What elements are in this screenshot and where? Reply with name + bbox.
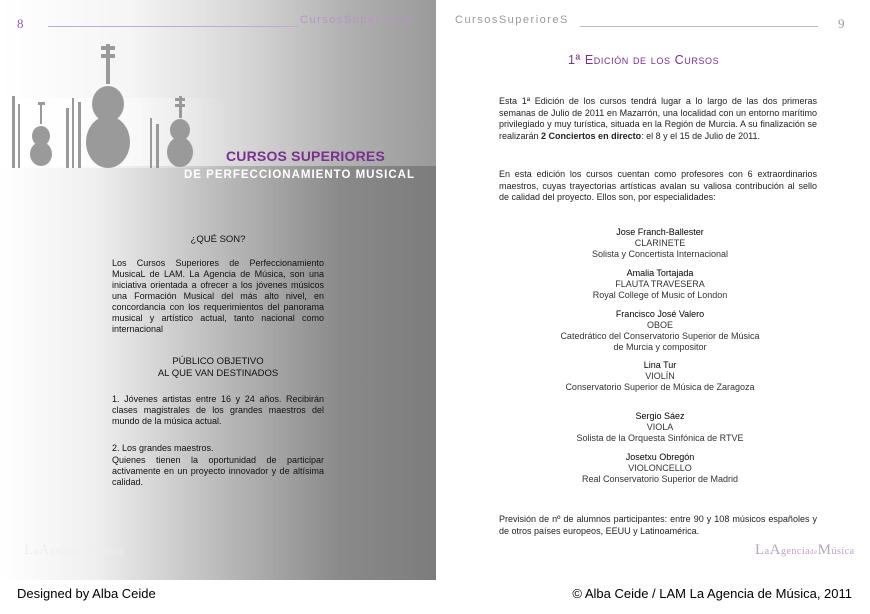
- instruments-silhouette-icon: [0, 38, 230, 168]
- publico-item-1: 1. Jóvenes artistas entre 16 y 24 años. Recibirán clases magistrales de los grandes maestros del mundo de la música actual.: [112, 394, 324, 426]
- teacher-desc: Conservatorio Superior de Música de Zaragoza: [565, 382, 755, 392]
- page-number-right: 9: [838, 16, 845, 31]
- teacher-desc: Solista de la Orquesta Sinfónica de RTVE: [576, 433, 744, 443]
- main-title: CURSOS SUPERIORES: [226, 148, 385, 164]
- left-page: [0, 0, 436, 580]
- edition-title: 1ª Edición de los Cursos: [568, 53, 720, 67]
- teacher-name: Lina Tur: [643, 360, 677, 370]
- teacher-entry: [540, 309, 780, 353]
- teacher-name: Francisco José Valero: [615, 309, 705, 319]
- page-number-left: 8: [17, 16, 24, 31]
- footer-copyright: © Alba Ceide / LAM La Agencia de Música, 2011: [572, 586, 852, 601]
- teacher-name: Amalia Tortajada: [626, 268, 694, 278]
- prevision-paragraph: Previsión de nº de alumnos participantes: entre 90 y 108 músicos españoles y de otros países europeos, EEUU y Latinoamérica.: [499, 514, 817, 536]
- teacher-entry: [540, 227, 780, 260]
- teacher-entry: [540, 268, 780, 301]
- teacher-desc: Solista y Concertista Internacional: [591, 249, 729, 259]
- teacher-desc: Real Conservatorio Superior de Madrid: [581, 474, 739, 484]
- sub-title: DE PERFECCIONAMIENTO MUSICAL: [184, 169, 415, 181]
- teacher-instrument: VIOLONCELLO: [628, 463, 692, 473]
- header-rule-left: [48, 26, 298, 27]
- intro-paragraph-2: En esta edición los cursos cuentan como profesores con 6 extraordinarios maestros, cuyas trayectorias artísticas avalan su valiosa contribución al sello de calidad del proyecto. Ellos son, por especialidades:: [499, 169, 817, 202]
- header-text-left: CursosSuperioreS: [300, 14, 414, 26]
- teacher-entry: [540, 360, 780, 393]
- teacher-desc: Royal College of Music of London: [592, 290, 728, 300]
- publico-item-2-title: 2. Los grandes maestros.: [112, 443, 214, 453]
- teacher-instrument: CLARINETE: [634, 238, 686, 248]
- lam-logo-left: LaAgenciadeMúsica: [24, 542, 124, 558]
- teacher-name: Sergio Sáez: [635, 411, 685, 421]
- teacher-instrument: OBOE: [646, 320, 673, 330]
- teacher-name: Josetxu Obregón: [625, 452, 695, 462]
- header-rule-right: [580, 26, 818, 27]
- teacher-entry: [540, 411, 780, 444]
- que-son-text: Los Cursos Superiores de Perfeccionamiento MusicaL de LAM. La Agencia de Música, son una iniciativa orientada a ofrecer a los jóvenes músicos una Formación Musical del más alto nivel, en concordancia con los requerimientos del panorama musical y artístico actual, tanto nacional como internacional: [112, 258, 324, 334]
- teacher-instrument: FLAUTA TRAVESERA: [615, 279, 705, 289]
- publico-item-2-text: Quienes tienen la oportunidad de participar activamente en un proyecto innovador y de altísima calidad.: [112, 455, 324, 487]
- que-son-heading: ¿QUÉ SON?: [190, 234, 246, 245]
- teacher-name: Jose Franch-Ballester: [616, 227, 704, 237]
- teacher-instrument: VIOLÍN: [645, 371, 675, 381]
- teacher-entry: [540, 452, 780, 485]
- teacher-desc: Catedrático del Conservatorio Superior de Música de Murcia y compositor: [560, 331, 760, 352]
- publico-heading-2: AL QUE VAN DESTINADOS: [157, 368, 279, 379]
- intro-paragraph: Esta 1ª Edición de los cursos tendrá lugar a lo largo de las dos primeras semanas de Julio de 2011 en Mazarrón, una localidad con un entorno marítimo privilegiado y muy turística, situada en la Región de Murcia. A su finalización se realizarán 2 Conciertos en directo: el 8 y el 15 de Julio de 2011.: [499, 96, 817, 141]
- lam-logo-right: LaAgenciadeMúsica: [755, 542, 855, 558]
- header-text-right: CursosSuperioreS: [455, 14, 569, 26]
- teacher-instrument: VIOLA: [646, 422, 674, 432]
- footer-designed-by: Designed by Alba Ceide: [17, 586, 156, 601]
- publico-heading-1: PÚBLICO OBJETIVO: [172, 356, 264, 367]
